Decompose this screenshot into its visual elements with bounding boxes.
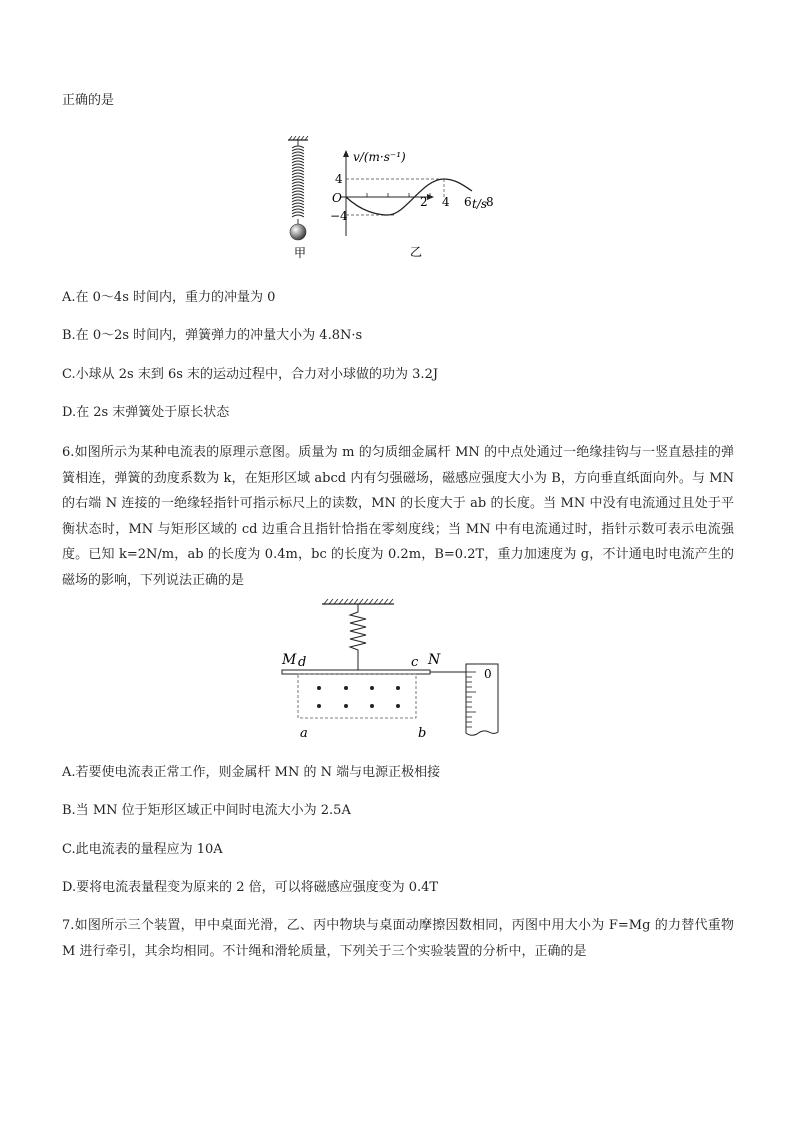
- q6-option-b: B.当 MN 位于矩形区域正中间时电流大小为 2.5A: [62, 803, 351, 818]
- q6-option-d: D.要将电流表量程变为原来的 2 倍，可以将磁感应强度变为 0.4T: [62, 880, 439, 895]
- x-tick-1: 4: [442, 195, 450, 209]
- ball: [290, 224, 306, 240]
- spring-2: [350, 604, 366, 660]
- label-a: a: [300, 726, 308, 741]
- label-m: M: [282, 652, 297, 668]
- scale-zero: 0: [484, 667, 492, 681]
- q7-stem: 7.如图所示三个装置，甲中桌面光滑，乙、丙中物块与桌面动摩擦因数相同，丙图中用大小为 F=Mg 的力替代重物 M 进行牵引，其余均相同。不计绳和滑轮质量，下列关于三个实验装置的分析中，正确的是: [62, 918, 734, 959]
- y-tick-pos: 4: [335, 172, 343, 186]
- origin-label: O: [332, 191, 342, 205]
- x-tick-2: 6: [464, 195, 472, 209]
- caption-yi: 乙: [410, 245, 423, 259]
- q5-option-b: B.在 0～2s 时间内，弹簧弹力的冲量大小为 4.8N·s: [62, 328, 363, 343]
- q6-stem: 6.如图所示为某种电流表的原理示意图。质量为 m 的匀质细金属杆 MN 的中点处通过一绝缘挂钩与一竖直悬挂的弹簧相连，弹簧的劲度系数为 k，在矩形区域 abcd 内有匀强磁场，磁感应强度大小为 B，方向垂直纸面向外。与 MN 的右端 N 连接的一绝缘轻指针可指示标尺上的读数，MN 的长度大于 ab 的长度。当 MN 中没有电流通过且处于平衡状态时，MN 与矩形区域的 cd 边重合且指针恰指在零刻度线；当 MN 中有电流通过时，指针示数可表示电流强度。已知 k=2N/m，ab 的长度为 0.4m，bc 的长度为 0.2m，B=0.2T，重力加速度为 g，不计通电时电流产生的磁场的影响，下列说法正确的是: [62, 445, 734, 588]
- label-c: c: [411, 655, 419, 670]
- q5-option-c: C.小球从 2s 末到 6s 末的运动过程中，合力对小球做的功为 3.2J: [62, 367, 439, 382]
- q6-option-a: A.若要使电流表正常工作，则金属杆 MN 的 N 端与电源正极相接: [62, 765, 441, 780]
- t-axis-arrow: [427, 194, 434, 200]
- x-tick-0: 2: [420, 195, 428, 209]
- x-tick-3: 8: [486, 195, 494, 209]
- t-axis-label: t/s: [472, 197, 488, 211]
- y-tick-neg: −4: [330, 209, 348, 223]
- spring-coil: [292, 140, 304, 224]
- field-dots: [317, 686, 400, 708]
- q6-option-c: C.此电流表的量程应为 10A: [62, 842, 223, 857]
- q5-option-d: D.在 2s 末弹簧处于原长状态: [62, 405, 230, 420]
- label-d: d: [298, 655, 307, 670]
- intro-text: 正确的是: [62, 93, 115, 108]
- field-region-abcd: [298, 674, 416, 718]
- ceiling-hatch-2: [324, 599, 393, 604]
- v-axis-label: v/(m·s⁻¹): [353, 150, 406, 164]
- q5-option-a: A.在 0～4s 时间内，重力的冲量为 0: [62, 290, 276, 305]
- scale-ruler: [466, 664, 498, 735]
- ammeter-figure: [276, 596, 508, 746]
- v-axis-arrow: [343, 150, 349, 157]
- metal-rod-mn: [282, 670, 430, 674]
- ceiling-hatch: [289, 136, 308, 140]
- label-b: b: [418, 726, 427, 741]
- spring-vt-figure: [282, 136, 512, 264]
- label-n: N: [428, 652, 441, 668]
- caption-jia: 甲: [294, 246, 307, 260]
